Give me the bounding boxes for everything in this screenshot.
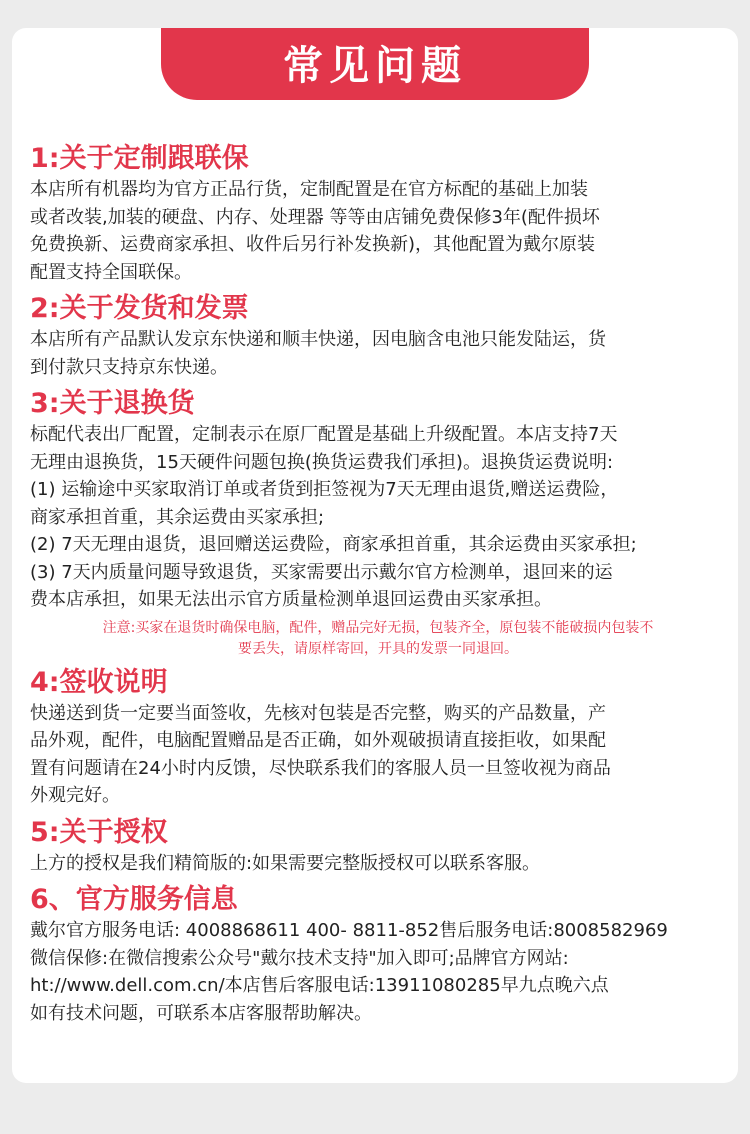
section-body: 上方的授权是我们精简版的:如果需要完整版授权可以联系客服。 — [30, 852, 541, 874]
section-body: 快递送到货一定要当面签收，先核对包装是否完整，购买的产品数量，产 品外观，配件，电脑配置赠品是否正确，如外观破损请直接拒收，如果配 置有问题请在24小时内反馈，尽快联系我们的客服人员一旦签收视为商品 外观完好。 — [30, 702, 611, 806]
section-heading: 4:签收说明 — [30, 666, 168, 698]
faq-section-returns — [30, 387, 726, 660]
faq-content — [30, 142, 726, 1033]
section-heading: 6、官方服务信息 — [30, 884, 238, 915]
section-heading: 2:关于发货和发票 — [30, 293, 249, 324]
faq-section-receipt — [30, 666, 726, 810]
section-heading: 3:关于退换货 — [30, 388, 195, 419]
section-body: 戴尔官方服务电话: 4008868611 400- 8811-852售后服务电话:8008582969 微信保修:在微信搜索公众号"戴尔技术支持"加入即可;品牌官方网站: ht://www.dell.com.cn/本店售后客服电话:13911080285早九点晚六点 如有技术问题，可联系本店客服帮助解决。 — [30, 920, 668, 1024]
section-body: 标配代表出厂配置，定制表示在原厂配置是基础上升级配置。本店支持7天 无理由退换货，15天硬件问题包换(换货运费我们承担)。退换货运费说明: (1) 运输途中买家取消订单或者货到拒签视为7天无理由退货,赠送运费险， 商家承担首重，其余运费由买家承担; (2) 7天无理由退货，退回赠送运费险，商家承担首重，其余运费由买家承担; (3) 7天内质量问题导致退货，买家需要出示戴尔官方检测单，退回来的运 费本店承担，如果无法出示官方质量检测单退回运费由买家承担。 — [30, 424, 637, 610]
faq-card — [12, 28, 738, 1083]
faq-section-authorization — [30, 816, 726, 878]
faq-section-shipping — [30, 292, 726, 381]
title-banner — [161, 28, 589, 100]
section-body: 本店所有产品默认发京东快递和顺丰快递，因电脑含电池只能发陆运，货 到付款只支持京东快递。 — [30, 329, 606, 378]
return-note: 注意:买家在退货时确保电脑，配件，赠品完好无损，包装齐全，原包装不能破损内包装不 要丢失，请原样寄回，开具的发票一同退回。 — [102, 619, 654, 657]
faq-section-service-info — [30, 883, 726, 1027]
page-title: 常见问题 — [283, 42, 467, 89]
section-heading: 1:关于定制跟联保 — [30, 143, 249, 174]
section-body: 本店所有机器均为官方正品行货，定制配置是在官方标配的基础上加装 或者改装,加装的硬盘、内存、处理器 等等由店铺免费保修3年(配件损坏 免费换新、运费商家承担、收件后另行补发换新)，其他配置为戴尔原装 配置支持全国联保。 — [30, 179, 600, 283]
faq-section-warranty — [30, 142, 726, 286]
section-heading: 5:关于授权 — [30, 816, 168, 848]
